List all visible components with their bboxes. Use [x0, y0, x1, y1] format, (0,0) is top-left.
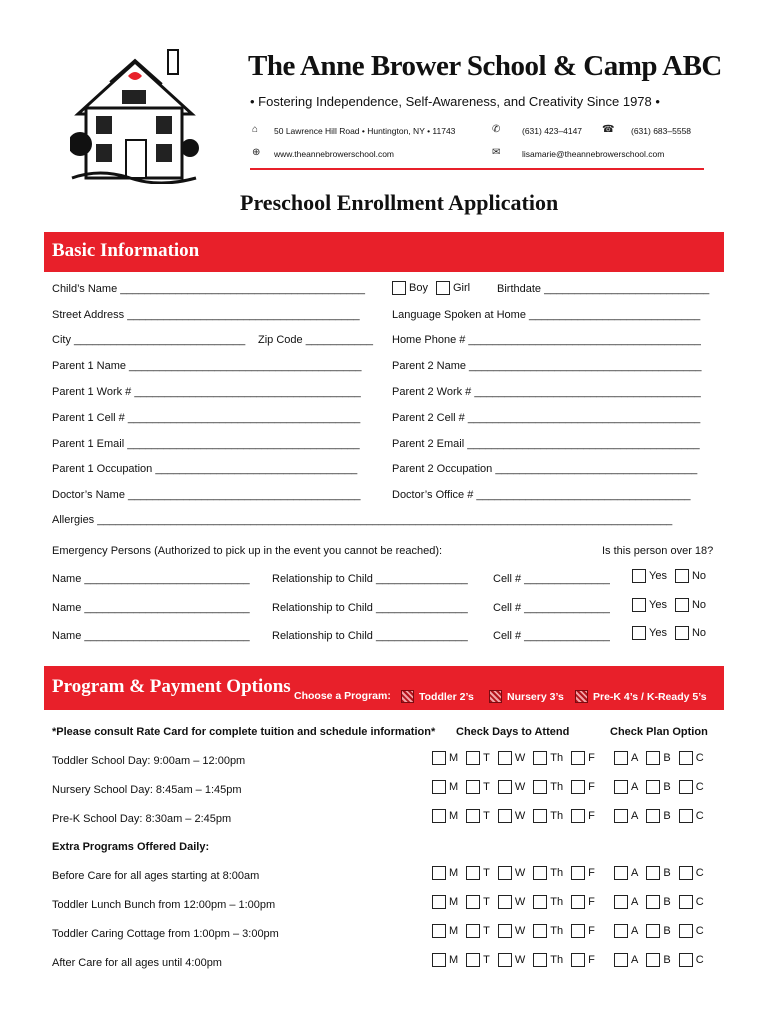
day-label: M	[449, 867, 459, 879]
day-label: M	[449, 925, 459, 937]
plan-label: A	[631, 781, 639, 793]
form-title: Preschool Enrollment Application	[240, 190, 559, 215]
day-label: W	[514, 752, 526, 764]
nursery-checkbox[interactable]	[489, 690, 502, 703]
day-label: W	[514, 781, 526, 793]
extra-row-1-days	[432, 895, 603, 909]
program-row-0-label: Toddler School Day: 9:00am – 12:00pm	[52, 755, 246, 767]
extra-row-1-day-2-checkbox[interactable]	[498, 895, 512, 909]
plan-label: C	[695, 781, 704, 793]
parent1-cell-field[interactable]: Parent 1 Cell # ______________________________________	[52, 412, 361, 424]
toddler-label: Toddler 2’s	[419, 690, 474, 703]
program-row-1-days	[432, 780, 603, 794]
emergency2-name-field[interactable]: Name ___________________________	[52, 602, 250, 614]
extra-row-2-label: Toddler Caring Cottage from 1:00pm – 3:00pm	[52, 928, 279, 940]
extra-row-3-plan-0-checkbox[interactable]	[614, 953, 628, 967]
emergency2-yes-checkbox[interactable]	[632, 598, 646, 612]
plan-label: C	[695, 867, 704, 879]
day-label: Th	[550, 781, 564, 793]
program-row-1-plans	[614, 780, 712, 794]
extra-row-1-day-4-checkbox[interactable]	[571, 895, 585, 909]
day-label: T	[483, 896, 490, 908]
program-row-1-day-1-checkbox[interactable]	[466, 780, 480, 794]
basic-info-band	[44, 232, 724, 272]
day-label: F	[588, 781, 595, 793]
toddler-checkbox[interactable]	[401, 690, 414, 703]
tagline: • Fostering Independence, Self-Awareness, and Creativity Since 1978 •	[250, 94, 660, 109]
girl-label: Girl	[452, 282, 471, 294]
day-label: Th	[550, 810, 564, 822]
parent2-name-field[interactable]: Parent 2 Name ______________________________________	[392, 360, 702, 372]
extra-row-2-plan-2-checkbox[interactable]	[679, 924, 693, 938]
program-row-2-day-2-checkbox[interactable]	[498, 809, 512, 823]
day-label: T	[483, 954, 490, 966]
plan-label: B	[663, 925, 671, 937]
day-label: F	[588, 867, 595, 879]
emergency1-relationship-field[interactable]: Relationship to Child _______________	[272, 573, 468, 585]
plan-label: A	[631, 752, 639, 764]
program-row-1-day-0-checkbox[interactable]	[432, 780, 446, 794]
extra-row-1-plan-2-checkbox[interactable]	[679, 895, 693, 909]
day-label: W	[514, 810, 526, 822]
plan-label: C	[695, 752, 704, 764]
parent2-email-field[interactable]: Parent 2 Email ______________________________________	[392, 438, 700, 450]
day-label: T	[483, 810, 490, 822]
program-option-prek[interactable]	[575, 690, 707, 703]
emergency3-name-field[interactable]: Name ___________________________	[52, 630, 250, 642]
extra-row-0-plans	[614, 866, 712, 880]
plan-label: A	[631, 954, 639, 966]
extra-row-1-day-3-checkbox[interactable]	[533, 895, 547, 909]
day-label: Th	[550, 752, 564, 764]
plan-label: A	[631, 810, 639, 822]
extra-row-3-day-0-checkbox[interactable]	[432, 953, 446, 967]
zip-field[interactable]: Zip Code ___________	[258, 334, 373, 346]
phone-number: (631) 423–4147	[522, 126, 583, 136]
yes-label: Yes	[649, 570, 667, 582]
prek-checkbox[interactable]	[575, 690, 588, 703]
location-icon: ⌂	[252, 124, 259, 135]
program-row-0-plan-1-checkbox[interactable]	[646, 751, 660, 765]
program-row-2-label: Pre-K School Day: 8:30am – 2:45pm	[52, 813, 232, 825]
day-label: F	[588, 925, 595, 937]
yes-label: Yes	[649, 627, 667, 639]
extra-row-3-label: After Care for all ages until 4:00pm	[52, 957, 222, 969]
emergency1-cell-field[interactable]: Cell # ______________	[493, 573, 610, 585]
program-row-1-plan-0-checkbox[interactable]	[614, 780, 628, 794]
program-band	[44, 666, 724, 710]
fax-number: (631) 683–5558	[631, 126, 692, 136]
plan-label: B	[663, 781, 671, 793]
parent1-name-field[interactable]: Parent 1 Name ______________________________________	[52, 360, 362, 372]
extra-row-1-day-1-checkbox[interactable]	[466, 895, 480, 909]
plan-label: C	[695, 810, 704, 822]
parent2-cell-field[interactable]: Parent 2 Cell # ______________________________________	[392, 412, 701, 424]
program-row-2-day-0-checkbox[interactable]	[432, 809, 446, 823]
school-house-logo	[70, 44, 200, 184]
plan-label: C	[695, 954, 704, 966]
emergency2-no-checkbox[interactable]	[675, 598, 689, 612]
program-row-0-day-1-checkbox[interactable]	[466, 751, 480, 765]
email-icon: ✉	[492, 147, 501, 158]
parent1-email-field[interactable]: Parent 1 Email ______________________________________	[52, 438, 360, 450]
extra-row-3-plans	[614, 953, 712, 967]
emergency3-relationship-field[interactable]: Relationship to Child _______________	[272, 630, 468, 642]
extra-row-2-day-4-checkbox[interactable]	[571, 924, 585, 938]
day-label: Th	[550, 896, 564, 908]
program-row-0-day-4-checkbox[interactable]	[571, 751, 585, 765]
program-row-2-plan-0-checkbox[interactable]	[614, 809, 628, 823]
plan-label: A	[631, 925, 639, 937]
no-label: No	[691, 599, 707, 611]
program-row-2-day-1-checkbox[interactable]	[466, 809, 480, 823]
basic-info-title: Basic Information	[52, 240, 200, 261]
extra-row-3-plan-1-checkbox[interactable]	[646, 953, 660, 967]
yes-label: Yes	[649, 599, 667, 611]
extra-row-2-plan-0-checkbox[interactable]	[614, 924, 628, 938]
day-label: F	[588, 810, 595, 822]
emergency1-name-field[interactable]: Name ___________________________	[52, 573, 250, 585]
extra-row-0-day-2-checkbox[interactable]	[498, 866, 512, 880]
day-label: T	[483, 867, 490, 879]
plan-label: B	[663, 896, 671, 908]
extra-row-2-day-2-checkbox[interactable]	[498, 924, 512, 938]
day-label: T	[483, 752, 490, 764]
street-address-field[interactable]: Street Address ______________________________________	[52, 309, 360, 321]
day-label: W	[514, 925, 526, 937]
choose-program-label: Choose a Program:	[294, 690, 391, 702]
extra-row-0-plan-1-checkbox[interactable]	[646, 866, 660, 880]
phone-icon: ✆	[492, 124, 501, 135]
childs-name-field[interactable]: Child’s Name ________________________________________	[52, 283, 365, 295]
emergency1-yes-checkbox[interactable]	[632, 569, 646, 583]
prek-label: Pre-K 4’s / K-Ready 5’s	[593, 690, 707, 703]
address: 50 Lawrence Hill Road • Huntington, NY • 11743	[274, 126, 456, 136]
day-label: M	[449, 954, 459, 966]
day-label: F	[588, 752, 595, 764]
program-row-1-day-2-checkbox[interactable]	[498, 780, 512, 794]
program-row-2-day-3-checkbox[interactable]	[533, 809, 547, 823]
over18-question: Is this person over 18?	[602, 545, 714, 557]
program-row-0-days	[432, 751, 603, 765]
extra-row-3-day-2-checkbox[interactable]	[498, 953, 512, 967]
boy-checkbox[interactable]	[392, 281, 406, 295]
emergency1-no-checkbox[interactable]	[675, 569, 689, 583]
boy-label: Boy	[409, 282, 428, 294]
program-row-0-day-3-checkbox[interactable]	[533, 751, 547, 765]
extra-row-3-day-4-checkbox[interactable]	[571, 953, 585, 967]
no-label: No	[691, 627, 707, 639]
header-divider	[250, 168, 704, 170]
program-row-1-day-4-checkbox[interactable]	[571, 780, 585, 794]
program-row-2-plans	[614, 809, 712, 823]
parent1-work-field[interactable]: Parent 1 Work # _____________________________________	[52, 386, 361, 398]
emergency3-yes-checkbox[interactable]	[632, 626, 646, 640]
extra-row-2-day-3-checkbox[interactable]	[533, 924, 547, 938]
emergency2-cell-field[interactable]: Cell # ______________	[493, 602, 610, 614]
program-row-2-days	[432, 809, 603, 823]
day-label: Th	[550, 925, 564, 937]
extra-row-1-day-0-checkbox[interactable]	[432, 895, 446, 909]
extra-row-2-plans	[614, 924, 712, 938]
program-row-0-plan-2-checkbox[interactable]	[679, 751, 693, 765]
program-row-0-plan-0-checkbox[interactable]	[614, 751, 628, 765]
parent1-occupation-field[interactable]: Parent 1 Occupation _________________________________	[52, 463, 358, 475]
plan-label: B	[663, 954, 671, 966]
program-option-toddler[interactable]	[401, 690, 474, 703]
extra-row-1-label: Toddler Lunch Bunch from 12:00pm – 1:00pm	[52, 899, 276, 911]
extra-row-3-plan-2-checkbox[interactable]	[679, 953, 693, 967]
extra-row-0-day-4-checkbox[interactable]	[571, 866, 585, 880]
extra-row-3-days	[432, 953, 603, 967]
program-row-2-plan-1-checkbox[interactable]	[646, 809, 660, 823]
day-label: W	[514, 896, 526, 908]
extra-row-2-days	[432, 924, 603, 938]
day-label: M	[449, 896, 459, 908]
plan-label: A	[631, 896, 639, 908]
email: lisamarie@theannebrowerschool.com	[522, 149, 665, 159]
doctor-name-field[interactable]: Doctor’s Name ______________________________________	[52, 489, 361, 501]
birthdate-field[interactable]: Birthdate ___________________________	[497, 283, 710, 295]
plan-label: B	[663, 867, 671, 879]
nursery-label: Nursery 3’s	[507, 690, 564, 703]
extra-row-2-day-1-checkbox[interactable]	[466, 924, 480, 938]
web-icon: ⊕	[252, 147, 261, 158]
program-row-2-plan-2-checkbox[interactable]	[679, 809, 693, 823]
rate-card-note: *Please consult Rate Card for complete tuition and schedule information*	[52, 726, 436, 738]
day-label: F	[588, 954, 595, 966]
extra-row-1-plans	[614, 895, 712, 909]
parent2-occupation-field[interactable]: Parent 2 Occupation _________________________________	[392, 463, 698, 475]
extra-row-0-day-3-checkbox[interactable]	[533, 866, 547, 880]
allergies-field[interactable]: Allergies ______________________________________________________________________________________________	[52, 514, 673, 526]
day-label: Th	[550, 867, 564, 879]
plan-header: Check Plan Option	[610, 726, 708, 738]
program-row-1-day-3-checkbox[interactable]	[533, 780, 547, 794]
language-field[interactable]: Language Spoken at Home ____________________________	[392, 309, 701, 321]
day-label: T	[483, 925, 490, 937]
day-label: M	[449, 781, 459, 793]
extra-row-0-plan-0-checkbox[interactable]	[614, 866, 628, 880]
day-label: T	[483, 781, 490, 793]
program-row-0-day-2-checkbox[interactable]	[498, 751, 512, 765]
extra-row-2-plan-1-checkbox[interactable]	[646, 924, 660, 938]
program-row-1-label: Nursery School Day: 8:45am – 1:45pm	[52, 784, 242, 796]
home-phone-field[interactable]: Home Phone # ______________________________________	[392, 334, 701, 346]
extra-row-0-days	[432, 866, 603, 880]
plan-label: B	[663, 810, 671, 822]
school-name: The Anne Brower School & Camp ABC	[248, 50, 722, 82]
day-label: M	[449, 752, 459, 764]
emergency3-cell-field[interactable]: Cell # ______________	[493, 630, 610, 642]
emergency-heading: Emergency Persons (Authorized to pick up in the event you cannot be reached):	[52, 545, 443, 557]
parent2-work-field[interactable]: Parent 2 Work # _____________________________________	[392, 386, 701, 398]
plan-label: C	[695, 925, 704, 937]
plan-label: A	[631, 867, 639, 879]
program-row-0-day-0-checkbox[interactable]	[432, 751, 446, 765]
extra-row-2-day-0-checkbox[interactable]	[432, 924, 446, 938]
extra-row-0-day-1-checkbox[interactable]	[466, 866, 480, 880]
website: www.theannebrowerschool.com	[274, 149, 395, 159]
extra-row-1-plan-0-checkbox[interactable]	[614, 895, 628, 909]
day-label: W	[514, 954, 526, 966]
program-row-1-plan-2-checkbox[interactable]	[679, 780, 693, 794]
emergency3-no-checkbox[interactable]	[675, 626, 689, 640]
extra-row-1-plan-1-checkbox[interactable]	[646, 895, 660, 909]
city-field[interactable]: City ____________________________	[52, 334, 246, 346]
day-label: F	[588, 896, 595, 908]
fax-icon: ☎	[602, 124, 615, 135]
extra-programs-heading: Extra Programs Offered Daily:	[52, 841, 210, 853]
doctor-office-field[interactable]: Doctor’s Office # ___________________________________	[392, 489, 691, 501]
day-label: W	[514, 867, 526, 879]
program-row-0-plans	[614, 751, 712, 765]
program-title: Program & Payment Options	[52, 676, 291, 697]
program-row-1-plan-1-checkbox[interactable]	[646, 780, 660, 794]
extra-row-0-label: Before Care for all ages starting at 8:00am	[52, 870, 260, 882]
program-option-nursery[interactable]	[489, 690, 564, 703]
emergency2-relationship-field[interactable]: Relationship to Child _______________	[272, 602, 468, 614]
days-header: Check Days to Attend	[456, 726, 570, 738]
extra-row-0-plan-2-checkbox[interactable]	[679, 866, 693, 880]
plan-label: C	[695, 896, 704, 908]
plan-label: B	[663, 752, 671, 764]
extra-row-3-day-3-checkbox[interactable]	[533, 953, 547, 967]
extra-row-3-day-1-checkbox[interactable]	[466, 953, 480, 967]
extra-row-0-day-0-checkbox[interactable]	[432, 866, 446, 880]
girl-checkbox[interactable]	[436, 281, 450, 295]
no-label: No	[691, 570, 707, 582]
day-label: Th	[550, 954, 564, 966]
day-label: M	[449, 810, 459, 822]
program-row-2-day-4-checkbox[interactable]	[571, 809, 585, 823]
